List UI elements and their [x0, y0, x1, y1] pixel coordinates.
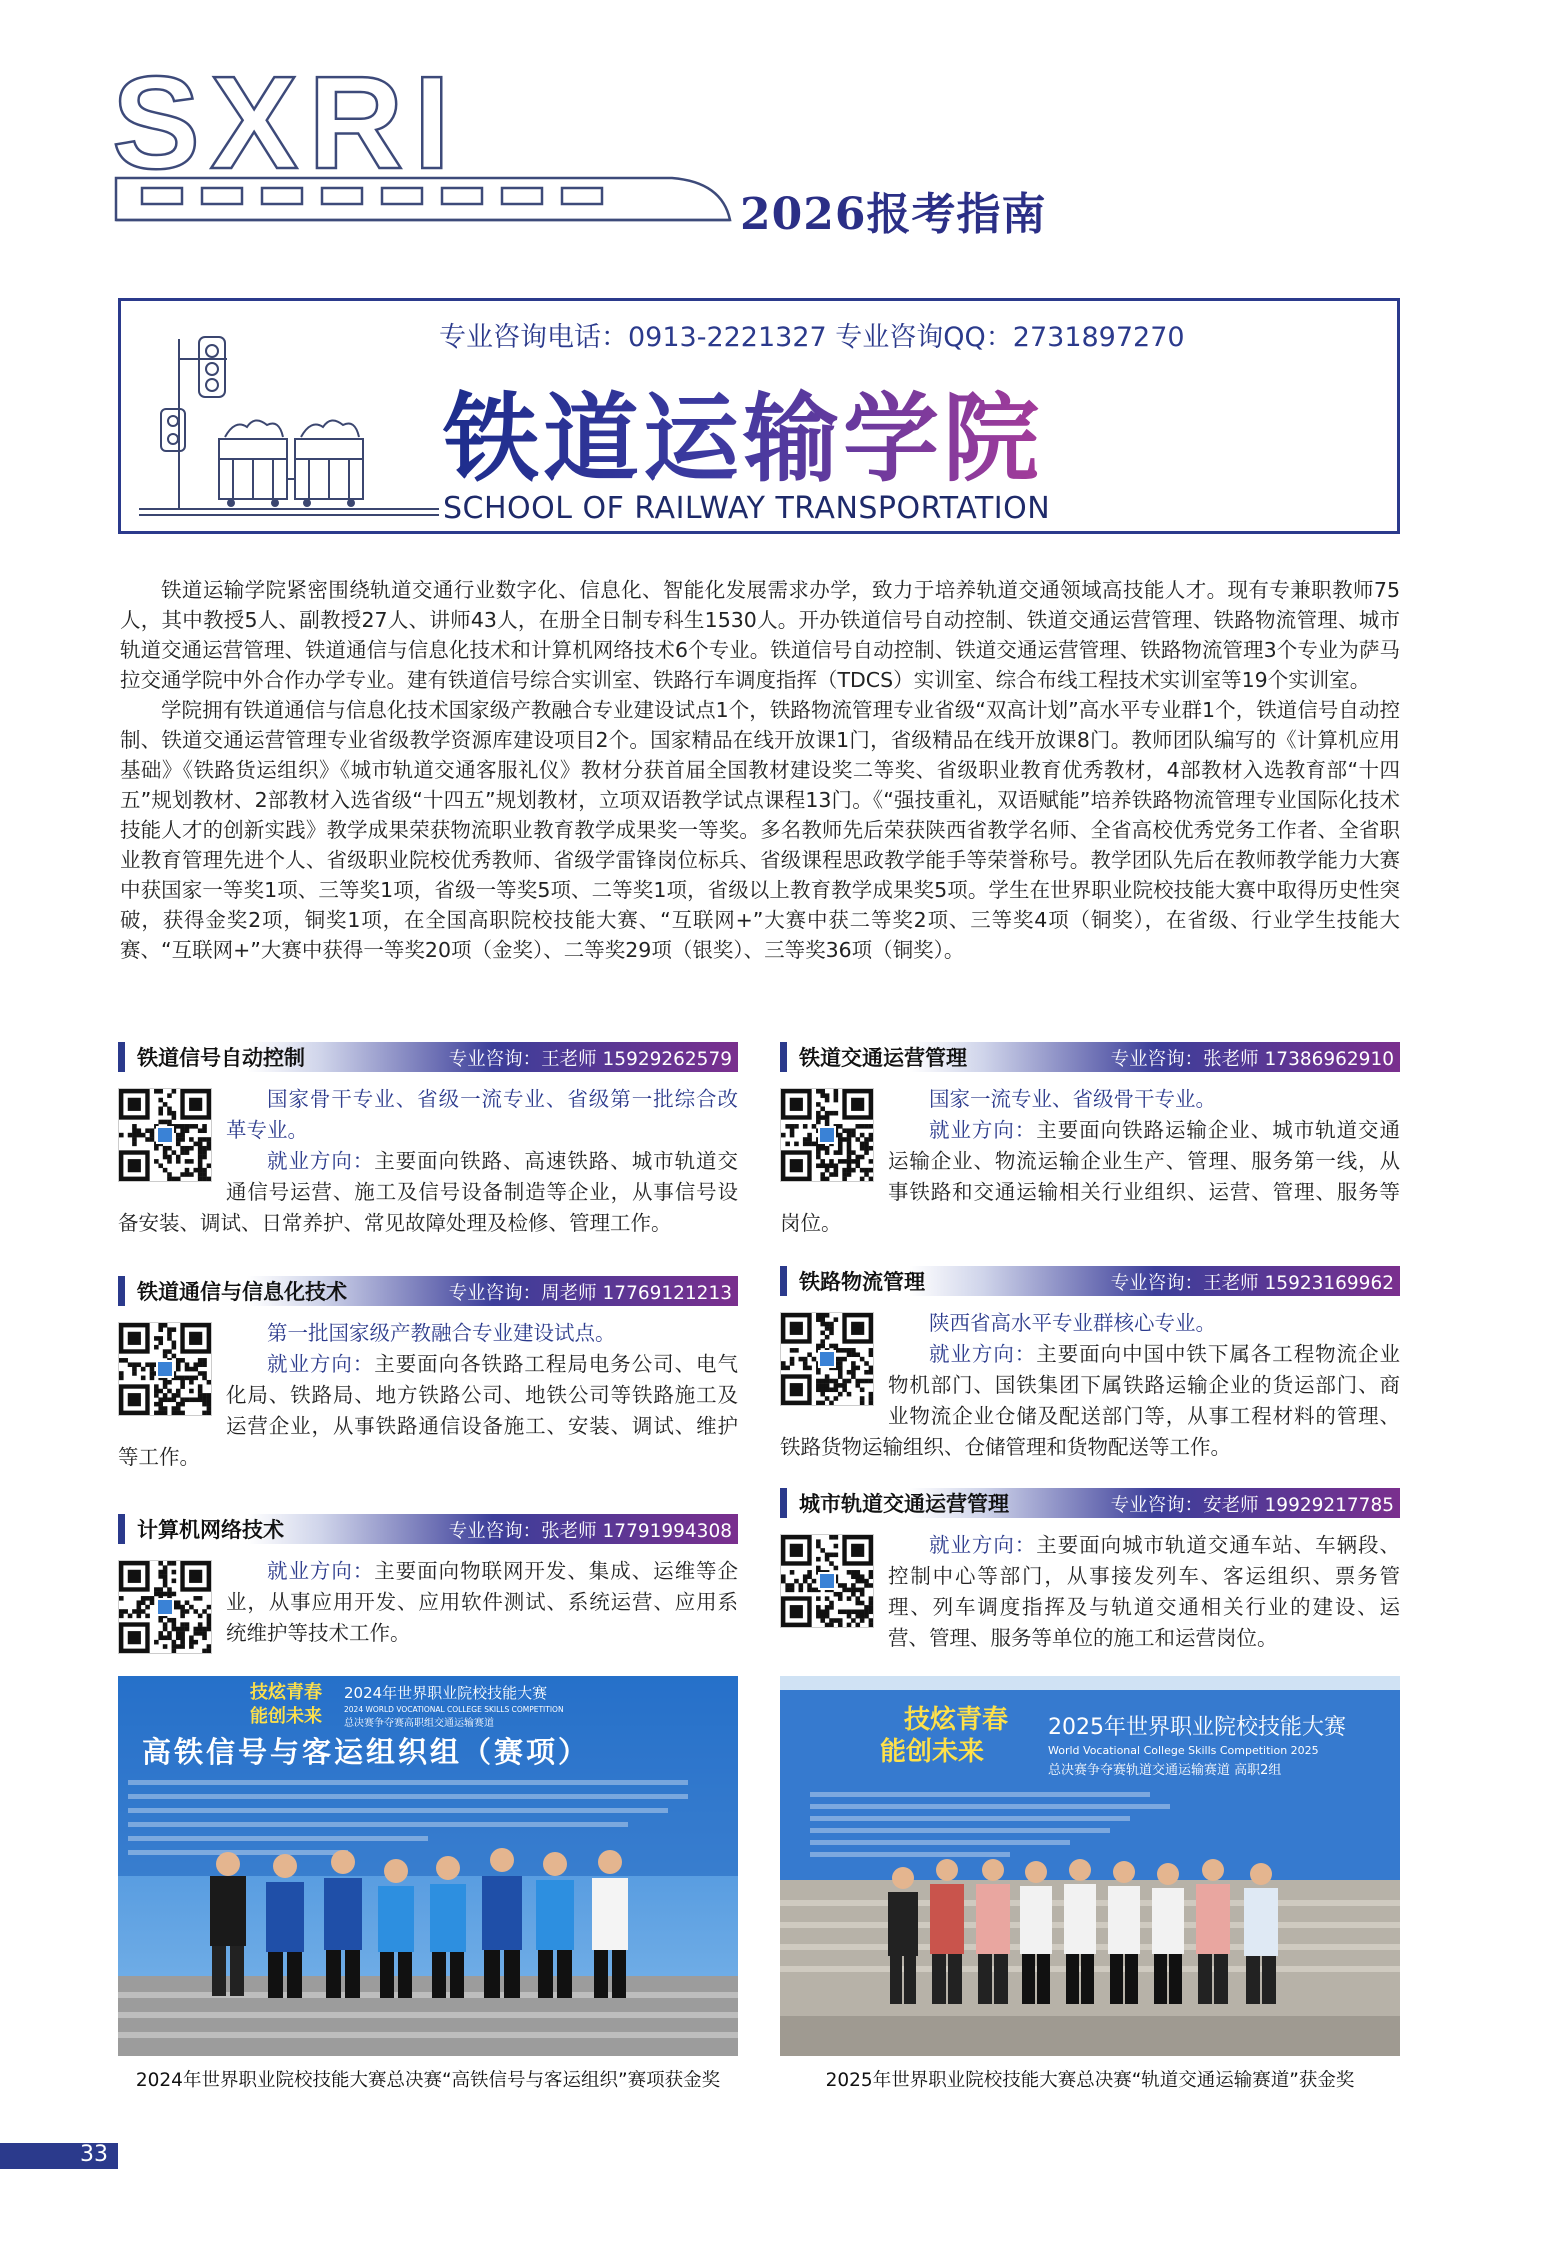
photo-event-cn: 2025年世界职业院校技能大赛 [1048, 1715, 1346, 1740]
railway-illustration-icon [139, 319, 439, 519]
program-name: 城市轨道交通运营管理 [799, 1492, 1009, 1516]
photo-banner-line-1: 技炫青春 [904, 1705, 1009, 1735]
program-card-network [118, 1514, 738, 1658]
photo-caption-2024: 2024年世界职业院校技能大赛总决赛“高铁信号与客运组织”赛项获金奖 [135, 2070, 721, 2091]
program-card-urban [780, 1488, 1400, 1654]
program-card-signal [118, 1042, 738, 1239]
photo-caption-2025: 2025年世界职业院校技能大赛总决赛“轨道交通运输赛道”获金奖 [825, 2070, 1355, 2091]
school-name-en: SCHOOL OF RAILWAY TRANSPORTATION [443, 491, 1051, 526]
page-number: 33 [80, 2142, 108, 2167]
brand-logo-sxri [112, 60, 732, 230]
program-contact: 专业咨询：周老师 17769121213 [448, 1283, 732, 1304]
career-tag: 就业方向： [929, 1342, 1037, 1366]
intro-paragraph-2: 学院拥有铁道通信与信息化技术国家级产教融合专业建设试点1个，铁路物流管理专业省级“双高计划”高水平专业群1个，铁道信号自动控制、铁道交通运营管理专业省级教学资源库建设项目2个。国家精品在线开放课1门，省级精品在线开放课8门。教师团队编写的《计算机应用基础》《铁路货运组织》《城市轨道交通客服礼仪》教材分获首届全国教材建设奖二等奖、省级职业教育优秀教材，4部教材入选教育部“十四五”规划教材、2部教材入选省级“十四五”规划教材，立项双语教学试点课程13门。《“强技重礼，双语赋能”培养铁路物流管理专业国际化技术技能人才的创新实践》教学成果荣获物流职业教育教学成果奖一等奖。多名教师先后荣获陕西省教学名师、全省高校优秀党务工作者、全省职业教育管理先进个人、省级职业院校优秀教师、省级学雷锋岗位标兵、省级课程思政教学能手等荣誉称号。教学团队先后在教师教学能力大赛中获国家一等奖1项、三等奖1项，省级一等奖5项、二等奖1项，省级以上教育教学成果奖5项。学生在世界职业院校技能大赛中取得历史性突破，获得金奖2项，铜奖1项，在全国高职院校技能大赛、“互联网+”大赛中获二等奖2项、三等奖4项（铜奖），在省级、行业学生技能大赛、“互联网+”大赛中获得一等奖20项（金奖）、二等奖29项（银奖）、三等奖36项（铜奖）。 [120, 698, 1400, 962]
photo-event-sub: 总决赛争夺赛轨道交通运输赛道 高职2组 [1048, 1763, 1282, 1778]
career-tag: 就业方向： [929, 1533, 1037, 1557]
photo-event-sub: 总决赛争夺赛高职组交通运输赛道 [344, 1718, 494, 1729]
school-contact-line: 专业咨询电话：0913-2221327 专业咨询QQ：2731897270 [439, 322, 1185, 353]
program-header-bar [118, 1514, 738, 1544]
career-text: 主要面向物联网开发、集成、运维等企业，从事应用开发、应用软件测试、系统运营、应用系统维护等技术工作。 [226, 1559, 739, 1645]
program-highlight: 国家一流专业、省级骨干专业。 [929, 1087, 1216, 1111]
career-tag: 就业方向： [267, 1149, 375, 1173]
brand-text: SXRI [112, 60, 461, 196]
program-card-comm [118, 1276, 738, 1473]
program-contact: 专业咨询：王老师 15923169962 [1110, 1273, 1394, 1294]
program-name: 铁道交通运营管理 [799, 1046, 967, 1070]
program-name: 铁道通信与信息化技术 [137, 1280, 347, 1304]
program-contact: 专业咨询：张老师 17791994308 [448, 1521, 732, 1542]
program-name: 铁路物流管理 [799, 1270, 925, 1294]
school-intro [120, 575, 1400, 965]
school-title-panel [118, 298, 1400, 534]
photo-event-en: World Vocational College Skills Competition 2025 [1048, 1744, 1319, 1757]
program-header-bar [118, 1042, 738, 1072]
photo-event-cn: 2024年世界职业院校技能大赛 [344, 1684, 548, 1702]
program-card-logistics [780, 1266, 1400, 1463]
program-highlight: 国家骨干专业、省级一流专业、省级第一批综合改革专业。 [226, 1087, 738, 1142]
program-contact: 专业咨询：王老师 15929262579 [448, 1049, 732, 1070]
career-text: 主要面向铁路运输企业、城市轨道交通运输企业、物流运输企业生产、管理、服务第一线，从事铁路和交通运输相关行业组织、运营、管理、服务等岗位。 [780, 1118, 1401, 1235]
photo-banner-line-2: 能创未来 [250, 1706, 322, 1727]
program-header-bar [780, 1488, 1400, 1518]
career-tag: 就业方向： [929, 1118, 1037, 1142]
qr-code-icon [780, 1534, 874, 1628]
school-name-cn: 铁道运输学院 [443, 363, 1043, 500]
career-text: 主要面向中国中铁下属各工程物流企业物机部门、国铁集团下属铁路运输企业的货运部门、商业物流企业仓储及配送部门等，从事工程材料的管理、铁路货物运输组织、仓储管理和货物配送等工作。 [780, 1342, 1401, 1459]
career-text: 主要面向各铁路工程局电务公司、电气化局、铁路局、地方铁路公司、地铁公司等铁路施工及运营企业，从事铁路通信设备施工、安装、调试、维护等工作。 [118, 1352, 739, 1469]
program-highlight: 陕西省高水平专业群核心专业。 [929, 1311, 1216, 1335]
competition-photo-2025 [780, 1676, 1400, 2056]
photo-event-en: 2024 WORLD VOCATIONAL COLLEGE SKILLS COMPETITION [344, 1705, 564, 1714]
program-header-bar [780, 1042, 1400, 1072]
guide-title: 2026报考指南 [740, 189, 1047, 240]
program-name: 计算机网络技术 [137, 1518, 284, 1542]
photo-banner-line-1: 技炫青春 [250, 1682, 322, 1703]
photo-banner-line-2: 能创未来 [880, 1737, 985, 1767]
intro-paragraph-1: 铁道运输学院紧密围绕轨道交通行业数字化、信息化、智能化发展需求办学，致力于培养轨道交通领域高技能人才。现有专兼职教师75人，其中教授5人、副教授27人、讲师43人，在册全日制专科生1530人。开办铁道信号自动控制、铁道交通运营管理、铁路物流管理、城市轨道交通运营管理、铁道通信与信息化技术和计算机网络技术6个专业。铁道信号自动控制、铁道交通运营管理、铁路物流管理3个专业为萨马拉交通学院中外合作办学专业。建有铁道信号综合实训室、铁路行车调度指挥（TDCS）实训室、综合布线工程技术实训室等19个实训室。 [120, 578, 1400, 692]
photo-event-title: 高铁信号与客运组织组（赛项） [142, 1735, 591, 1769]
career-text: 主要面向城市轨道交通车站、车辆段、控制中心等部门，从事接发列车、客运组织、票务管理、列车调度指挥及与轨道交通相关行业的建设、运营、管理、服务等单位的施工和运营岗位。 [888, 1533, 1401, 1650]
program-header-bar [118, 1276, 738, 1306]
program-contact: 专业咨询：张老师 17386962910 [1110, 1049, 1394, 1070]
program-name: 铁道信号自动控制 [137, 1046, 305, 1070]
qr-code-icon [118, 1322, 212, 1416]
career-tag: 就业方向： [267, 1559, 375, 1583]
program-header-bar [780, 1266, 1400, 1296]
competition-photo-2024 [118, 1676, 738, 2056]
program-card-operation [780, 1042, 1400, 1239]
qr-code-icon [118, 1560, 212, 1654]
program-highlight: 第一批国家级产教融合专业建设试点。 [267, 1321, 616, 1345]
career-tag: 就业方向： [267, 1352, 375, 1376]
qr-code-icon [780, 1088, 874, 1182]
program-contact: 专业咨询：安老师 19929217785 [1110, 1495, 1394, 1516]
qr-code-icon [780, 1312, 874, 1406]
qr-code-icon [118, 1088, 212, 1182]
career-text: 主要面向铁路、高速铁路、城市轨道交通信号运营、施工及信号设备制造等企业，从事信号设备安装、调试、日常养护、常见故障处理及检修、管理工作。 [118, 1149, 739, 1235]
